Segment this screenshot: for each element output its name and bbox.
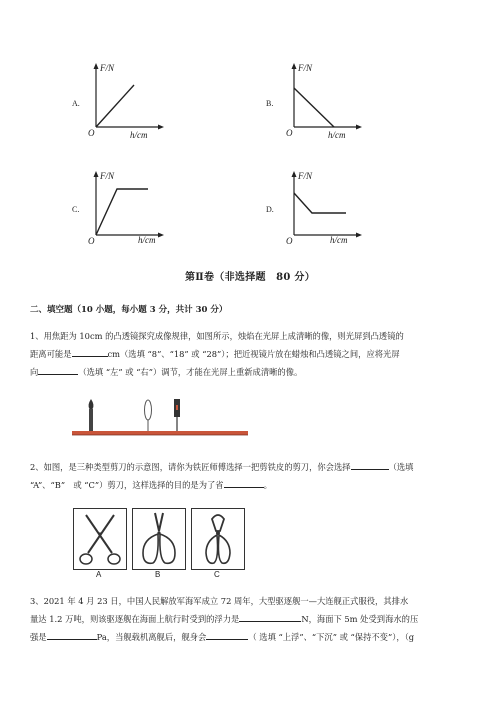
option-label-b: B. (266, 99, 274, 108)
y-axis-label: F/N (298, 63, 313, 73)
scissors-a-icon (74, 509, 126, 569)
optical-bench-figure (70, 393, 250, 443)
q3-blank-3[interactable] (206, 630, 248, 640)
q2-line-1 (30, 458, 472, 476)
graph-c-line (96, 189, 148, 235)
q3-line-1: 3、2021 年 4 月 23 日，中国人民解放军海军成立 72 周年，大型驱逐舰一—大连舰正式服役，其排水 (30, 596, 409, 606)
q3-text: Pa，当舰载机离舰后，舰身会 (96, 632, 207, 642)
q2-line-2 (30, 476, 472, 494)
q1-text: cm（选填 “8”、“18” 或 “28”）；把近视镜片放在蜡烛和凸透镜之间，应将光屏 (107, 349, 400, 359)
option-label-a: A. (72, 99, 80, 108)
q1-line-2 (30, 345, 472, 363)
graph-b-svg (258, 55, 378, 155)
y-axis-label: F/N (298, 171, 313, 181)
q3-text: 强是 (30, 632, 47, 642)
origin-label: O (286, 128, 293, 138)
graph-option-b (258, 55, 378, 155)
candle-icon (89, 409, 93, 431)
q3-line-2 (30, 610, 472, 628)
x-axis-label: h/cm (130, 130, 148, 140)
y-axis-arrow (292, 171, 297, 177)
scissors-label-a: A (96, 570, 102, 579)
y-axis-label: F/N (100, 171, 115, 181)
q2-blank-1[interactable] (351, 460, 389, 470)
q3-blank-2[interactable] (47, 630, 97, 640)
q3-line-3 (30, 628, 472, 646)
x-axis-arrow (158, 125, 164, 130)
scissors-label-c: C (214, 570, 220, 579)
x-axis-label: h/cm (138, 235, 156, 245)
scissors-figure (73, 508, 243, 578)
origin-label: O (286, 236, 293, 246)
graph-c-svg (60, 163, 180, 263)
graph-d-svg (258, 163, 378, 263)
x-axis-arrow (356, 125, 362, 130)
origin-label: O (88, 236, 95, 246)
q1-blank-1[interactable] (72, 347, 108, 357)
graph-option-c (60, 163, 180, 263)
y-axis-arrow (94, 171, 99, 177)
q1-text: 向 (30, 367, 39, 377)
graph-option-a (60, 55, 180, 155)
graph-b-line (294, 88, 334, 127)
graph-a-svg (60, 55, 180, 155)
scissors-a-box (73, 508, 127, 570)
optical-bench-rail (72, 431, 248, 435)
scissors-c-box (191, 508, 245, 570)
graph-a-line (96, 85, 134, 127)
q1-text: （选填 “左” 或 “右”）调节，才能在光屏上重新成清晰的像。 (78, 367, 303, 377)
scissors-c-icon (192, 509, 244, 569)
q1-line-3 (30, 363, 472, 381)
option-label-c: C. (72, 205, 80, 214)
scissors-b-box (132, 508, 186, 570)
question-2 (30, 458, 472, 494)
q1-line-1: 1、用焦距为 10cm 的凸透镜探究成像规律，如图所示，烛焰在光屏上成清晰的像，则光屏到凸透镜的 (30, 331, 404, 341)
convex-lens-icon (145, 400, 152, 420)
graph-d-line (294, 193, 346, 213)
q3-text: 量达 1.2 万吨，则该驱逐舰在海面上航行时受到的浮力是 (30, 614, 240, 624)
section-heading: 二、填空题（10 小题，每小题 3 分，共计 30 分） (30, 305, 228, 315)
scissors-label-b: B (155, 570, 161, 579)
question-3 (30, 592, 472, 646)
q2-blank-2[interactable] (224, 478, 264, 488)
origin-label: O (88, 128, 95, 138)
q3-blank-1[interactable] (239, 612, 301, 622)
scissors-b-icon (133, 509, 185, 569)
q2-text: （选填 (388, 462, 414, 472)
question-1 (30, 327, 472, 381)
y-axis-label: F/N (100, 63, 115, 73)
section-title: 第Ⅱ卷（非选择题 80 分） (184, 272, 316, 283)
candle-flame-icon (89, 399, 94, 409)
y-axis-arrow (292, 63, 297, 69)
q2-text: 。 (263, 480, 272, 490)
x-axis-label: h/cm (330, 235, 348, 245)
x-axis-label: h/cm (328, 130, 346, 140)
x-axis-arrow (158, 233, 164, 238)
x-axis-arrow (356, 233, 362, 238)
q2-text: 2、如图，是三种类型剪刀的示意图，请你为铁匠师傅选择一把剪铁皮的剪刀，你会选择 (30, 462, 351, 472)
q3-text: （ 选填 “上浮”、“下沉” 或 “保持不变”），（g (248, 632, 415, 642)
graph-option-d (258, 163, 378, 263)
q1-text: 距离可能是 (30, 349, 72, 359)
q3-text: N，海面下 5m 处受到海水的压 (301, 614, 419, 624)
q2-text: “A”、“B” 或 “C”）剪刀，这样选择的目的是为了省 (30, 480, 224, 490)
q1-blank-2[interactable] (38, 365, 78, 375)
y-axis-arrow (94, 63, 99, 69)
option-label-d: D. (266, 205, 274, 214)
